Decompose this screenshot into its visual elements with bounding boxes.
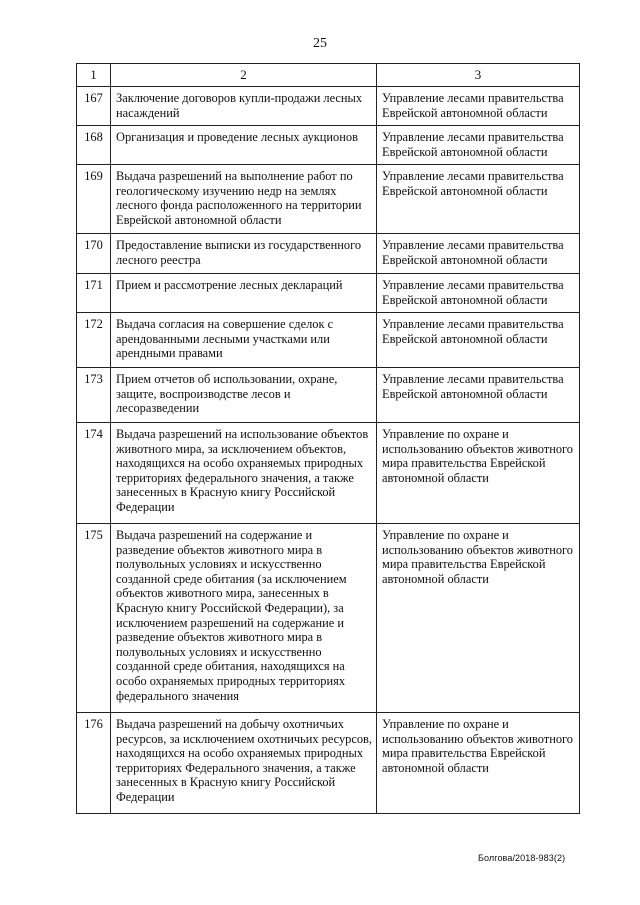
services-table — [76, 63, 580, 814]
service-name: Выдача разрешений на использование объектов животного мира, за исключением объектов, находящихся на особо охраняемых природных территориях федерального значения, а также занесенных в Красную книгу Российской Федерации — [111, 423, 377, 524]
page-number: 25 — [313, 36, 327, 51]
responsible-authority: Управление лесами правительства Еврейской автономной области — [377, 313, 580, 368]
table-row — [77, 274, 580, 313]
row-number: 171 — [77, 274, 111, 313]
responsible-authority: Управление лесами правительства Еврейской автономной области — [377, 126, 580, 165]
table-row — [77, 713, 580, 814]
responsible-authority: Управление по охране и использованию объектов животного мира правительства Еврейской автономной области — [377, 713, 580, 814]
responsible-authority: Управление по охране и использованию объектов животного мира правительства Еврейской автономной области — [377, 524, 580, 713]
table-row — [77, 368, 580, 423]
service-name: Прием отчетов об использовании, охране, защите, воспроизводстве лесов и лесоразведении — [111, 368, 377, 423]
table-row — [77, 165, 580, 234]
service-name: Организация и проведение лесных аукционов — [111, 126, 377, 165]
responsible-authority: Управление лесами правительства Еврейской автономной области — [377, 274, 580, 313]
service-name: Заключение договоров купли-продажи лесных насаждений — [111, 87, 377, 126]
row-number: 172 — [77, 313, 111, 368]
service-name: Выдача разрешений на добычу охотничьих ресурсов, за исключением охотничьих ресурсов, находящихся на особо охраняемых природных территориях Федерального значения, а также занесенных в Красную книгу Российской Федерации — [111, 713, 377, 814]
table-row — [77, 524, 580, 713]
table-header-row — [77, 64, 580, 87]
table-row — [77, 234, 580, 274]
service-name: Выдача разрешений на выполнение работ по геологическому изучению недр на землях лесного фонда расположенного на территории Еврейской автономной области — [111, 165, 377, 234]
column-header-3: 3 — [377, 64, 580, 87]
service-name: Выдача разрешений на содержание и разведение объектов животного мира в полувольных условиях и искусственно созданной среде обитания (за исключением объектов животного мира, занесенных в Красную книгу Российской Федерации), за исключением разрешений на содержание и разведение объектов животного мира в полувольных условиях и искусственно созданной среде обитания, находящихся на особо охраняемых природных территориях федерального значения — [111, 524, 377, 713]
service-name: Прием и рассмотрение лесных деклараций — [111, 274, 377, 313]
row-number: 174 — [77, 423, 111, 524]
table-row — [77, 126, 580, 165]
responsible-authority: Управление по охране и использованию объектов животного мира правительства Еврейской автономной области — [377, 423, 580, 524]
table-row — [77, 313, 580, 368]
responsible-authority: Управление лесами правительства Еврейской автономной области — [377, 87, 580, 126]
row-number: 176 — [77, 713, 111, 814]
responsible-authority: Управление лесами правительства Еврейской автономной области — [377, 368, 580, 423]
column-header-1: 1 — [77, 64, 111, 87]
row-number: 168 — [77, 126, 111, 165]
column-header-2: 2 — [111, 64, 377, 87]
responsible-authority: Управление лесами правительства Еврейской автономной области — [377, 165, 580, 234]
row-number: 173 — [77, 368, 111, 423]
row-number: 175 — [77, 524, 111, 713]
table-row — [77, 87, 580, 126]
service-name: Выдача согласия на совершение сделок с арендованными лесными участками или арендными правами — [111, 313, 377, 368]
row-number: 170 — [77, 234, 111, 274]
table-row — [77, 423, 580, 524]
document-code: Болгова/2018-983(2) — [478, 853, 566, 863]
row-number: 169 — [77, 165, 111, 234]
responsible-authority: Управление лесами правительства Еврейской автономной области — [377, 234, 580, 274]
service-name: Предоставление выписки из государственного лесного реестра — [111, 234, 377, 274]
row-number: 167 — [77, 87, 111, 126]
